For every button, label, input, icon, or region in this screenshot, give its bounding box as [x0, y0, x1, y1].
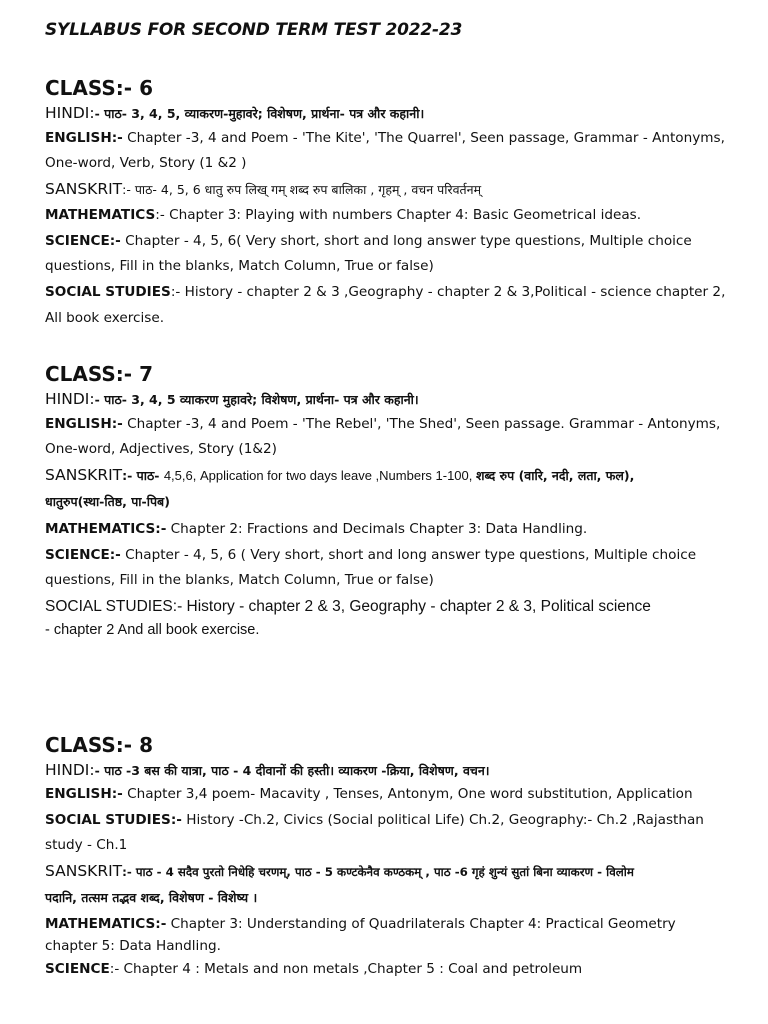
- hindi-label: HINDI:: [45, 761, 95, 779]
- class-8-science: [45, 957, 744, 982]
- english-label: ENGLISH:-: [45, 786, 123, 802]
- science-text: Chapter - 4, 5, 6 ( Very short, short and long answer type questions, Multiple choice: [120, 547, 697, 563]
- class-7-english: [45, 412, 744, 437]
- class-8-english: [45, 782, 744, 807]
- class-6-english-cont: One-word, Verb, Story (1 &2 ): [45, 155, 247, 171]
- sst-text: History -Ch.2, Civics (Social political Life) Ch.2, Geography:- Ch.2 ,Rajasthan: [181, 812, 704, 828]
- class-6-english: [45, 126, 744, 151]
- sst-label: SOCIAL STUDIES: [45, 598, 173, 615]
- english-label: ENGLISH:-: [45, 416, 123, 432]
- class-7-english-cont: One-word, Adjectives, Story (1&2): [45, 441, 277, 457]
- sanskrit-text-b: 4,5,6, Application for two days leave ,Numbers 1-100,: [163, 468, 476, 483]
- class-6-heading: CLASS:- 6: [45, 76, 153, 100]
- sanskrit-label: SANSKRIT: [45, 466, 123, 484]
- class-7-sanskrit-cont: [45, 489, 744, 515]
- class-7-sst-cont: [45, 618, 744, 643]
- class-6-maths: [45, 203, 744, 228]
- hindi-text: - पाठ -3 बस की यात्रा, पाठ - 4 दीवानों की हस्ती। व्याकरण -क्रिया, विशेषण, वचन।: [94, 763, 490, 778]
- page-title: SYLLABUS FOR SECOND TERM TEST 2022-23: [45, 20, 463, 40]
- class-8-sst-cont: study - Ch.1: [45, 837, 128, 853]
- science-text: Chapter - 4, 5, 6( Very short, short and long answer type questions, Multiple choice: [120, 233, 692, 249]
- class-6-science: [45, 229, 744, 254]
- sanskrit-label: SANSKRIT: [45, 862, 123, 880]
- sanskrit-text: :- पाठ- 4, 5, 6 धातु रुप लिख् गम् शब्द रुप बालिका , गृहम् , वचन परिवर्तनम्: [122, 182, 482, 197]
- sst-label: SOCIAL STUDIES:-: [45, 812, 182, 828]
- maths-label: MATHEMATICS: [45, 207, 156, 223]
- class-8-sanskrit: [45, 859, 744, 885]
- maths-text: Chapter 3: Understanding of Quadrilaterals Chapter 4: Practical Geometry: [166, 916, 676, 932]
- sanskrit-label: SANSKRIT: [45, 180, 123, 198]
- class-6-sst-cont: All book exercise.: [45, 310, 165, 326]
- maths-text: Chapter 2: Fractions and Decimals Chapter 3: Data Handling.: [166, 521, 588, 537]
- hindi-text: - पाठ- 3, 4, 5, व्याकरण-मुहावरे; विशेषण, प्रार्थना- पत्र और कहानी।: [94, 106, 425, 121]
- english-text: Chapter 3,4 poem- Macavity , Tenses, Antonym, One word substitution, Application: [122, 786, 693, 802]
- class-8-hindi: [45, 758, 744, 784]
- sanskrit-text-c: शब्द रुप (वारि, नदी, लता, फल),: [476, 468, 635, 483]
- class-7-science-cont: questions, Fill in the blanks, Match Column, True or false): [45, 572, 434, 588]
- class-7-hindi: [45, 387, 744, 413]
- class-7-science: [45, 543, 744, 568]
- sanskrit-text: :- पाठ - 4 सदैव पुरतो निधेहि चरणम्, पाठ - 5 कण्टकेनैव कण्ठकम् , पाठ -6 गृहं शुन्यं सुतां बिना व्याकरण - विलोम: [122, 865, 634, 879]
- class-7-sanskrit: [45, 463, 744, 489]
- maths-text: :- Chapter 3: Playing with numbers Chapter 4: Basic Geometrical ideas.: [155, 207, 642, 223]
- science-text: :- Chapter 4 : Metals and non metals ,Chapter 5 : Coal and petroleum: [109, 961, 583, 977]
- sst-text: :- History - chapter 2 & 3 ,Geography - chapter 2 & 3,Political - science chapter 2,: [170, 284, 726, 300]
- sst-text: :- History - chapter 2 & 3, Geography - chapter 2 & 3, Political science: [172, 598, 651, 615]
- class-7-maths: [45, 517, 744, 542]
- sanskrit-text-2: पदानि, तत्सम तद्भव शब्द, विशेषण - विशेष्य ।: [45, 890, 258, 905]
- english-text: Chapter -3, 4 and Poem - 'The Kite', 'The Quarrel', Seen passage, Grammar - Antonyms,: [122, 130, 725, 146]
- class-8-sst: [45, 808, 744, 833]
- class-8-maths-cont: chapter 5: Data Handling.: [45, 938, 221, 954]
- sanskrit-text-2: धातुरुप(स्था-तिष्ठ, पा-पिब): [45, 494, 170, 509]
- maths-label: MATHEMATICS:-: [45, 521, 167, 537]
- class-8-sanskrit-cont: [45, 885, 744, 911]
- english-label: ENGLISH:-: [45, 130, 123, 146]
- maths-label: MATHEMATICS:-: [45, 916, 167, 932]
- science-label: SCIENCE:-: [45, 233, 121, 249]
- class-6-hindi: [45, 101, 744, 127]
- science-label: SCIENCE: [45, 961, 110, 977]
- sst-label: SOCIAL STUDIES: [45, 284, 171, 300]
- hindi-label: HINDI:: [45, 104, 95, 122]
- class-6-sst: [45, 280, 744, 305]
- hindi-text: - पाठ- 3, 4, 5 व्याकरण मुहावरे; विशेषण, प्रार्थना- पत्र और कहानी।: [94, 392, 419, 407]
- class-7-sst: [45, 594, 744, 620]
- english-text: Chapter -3, 4 and Poem - 'The Rebel', 'The Shed', Seen passage. Grammar - Antonyms,: [122, 416, 721, 432]
- hindi-label: HINDI:: [45, 390, 95, 408]
- class-6-sanskrit: [45, 177, 744, 203]
- class-8-heading: CLASS:- 8: [45, 733, 153, 757]
- sst-text-2: - chapter 2 And all book exercise.: [45, 622, 260, 638]
- class-7-heading: CLASS:- 7: [45, 362, 153, 386]
- sanskrit-text-a: :- पाठ-: [122, 468, 164, 483]
- class-6-science-cont: questions, Fill in the blanks, Match Column, True or false): [45, 258, 434, 274]
- science-label: SCIENCE:-: [45, 547, 121, 563]
